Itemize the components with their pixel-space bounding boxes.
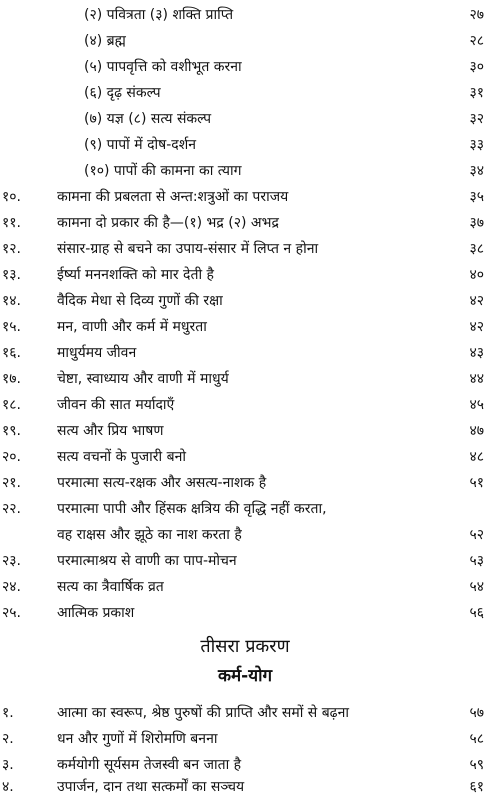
toc-entry (0, 340, 490, 366)
toc-entry-title: (७) यज्ञ (८) सत्य संकल्प (84, 111, 212, 127)
toc-subentry (0, 54, 490, 80)
toc-entry-title: परमात्माश्रय से वाणी का पाप-मोचन (57, 553, 237, 569)
toc-subentry (0, 132, 490, 158)
toc-entry-title: वह राक्षस और झूठे का नाश करता है (57, 527, 242, 543)
toc-entry-page: ४० (469, 267, 484, 283)
toc-entry-number: २०. (2, 449, 22, 465)
toc-entry (0, 600, 490, 626)
toc-entry-page: ३० (469, 59, 484, 75)
toc-entry-page: ४८ (469, 449, 484, 465)
toc-entry-title: आत्मा का स्वरूप, श्रेष्ठ पुरुषों की प्राप्ति और समों से बढ़ना (57, 705, 349, 721)
toc-entry-title: धन और गुणों में शिरोमणि बनना (57, 731, 218, 747)
toc-entry-page: ५२ (469, 527, 484, 543)
toc-entry-page: ५३ (469, 553, 484, 569)
toc-entry-title: परमात्मा सत्य-रक्षक और असत्य-नाशक है (57, 475, 267, 491)
toc-entry (0, 574, 490, 600)
toc-entry-title: (४) ब्रह्म (84, 33, 126, 49)
toc-entry-number: १४. (2, 293, 22, 309)
toc-subentry (0, 28, 490, 54)
toc-entry (0, 184, 490, 210)
toc-entry-number: २५. (2, 605, 22, 621)
toc-entry-continuation (0, 522, 490, 548)
toc-subentry (0, 80, 490, 106)
toc-entry-number: १३. (2, 267, 22, 283)
toc-entry-title: वैदिक मेधा से दिव्य गुणों की रक्षा (57, 293, 223, 309)
toc-entry-page: ४७ (469, 423, 484, 439)
toc-entry-title: कर्मयोगी सूर्यसम तेजस्वी बन जाता है (57, 757, 242, 773)
toc-entry (0, 470, 490, 496)
toc-entry-title: आत्मिक प्रकाश (57, 605, 135, 621)
toc-entry-title: सत्य का त्रैवार्षिक व्रत (57, 579, 164, 595)
toc-entry-number: ४. (2, 779, 14, 795)
toc-entry-title: (२) पवित्रता (३) शक्ति प्राप्ति (84, 7, 234, 23)
toc-entry-page: २७ (469, 7, 484, 23)
toc-entry-page: ३४ (469, 163, 484, 179)
toc-entry-number: १५. (2, 319, 22, 335)
toc-entry (0, 418, 490, 444)
toc-subentry (0, 2, 490, 28)
toc-entry-title: ईर्ष्या मननशक्ति को मार देती है (57, 267, 214, 283)
toc-entry-page: ३७ (469, 215, 484, 231)
toc-entry-title: जीवन की सात मर्यादाएँ (57, 397, 175, 413)
toc-entry (0, 314, 490, 340)
toc-entry-page: ४३ (469, 345, 484, 361)
toc-entry (0, 775, 490, 799)
toc-entry (0, 236, 490, 262)
toc-entry-number: १९. (2, 423, 22, 439)
toc-entry-number: १७. (2, 371, 22, 387)
toc-entry-number: २४. (2, 579, 22, 595)
toc-entry-number: १२. (2, 241, 22, 257)
toc-entry-number: १६. (2, 345, 22, 361)
toc-entry-page: ३८ (469, 241, 484, 257)
toc-subentry (0, 158, 490, 184)
toc-entry-page: ३१ (469, 85, 484, 101)
toc-entry-title: परमात्मा पापी और हिंसक क्षत्रिय की वृद्धि नहीं करता, (57, 501, 327, 517)
toc-entry-page: ३२ (469, 111, 484, 127)
toc-entry-title: कामना की प्रबलता से अन्त:शत्रुओं का पराजय (57, 189, 289, 205)
toc-entry-title: माधुर्यमय जीवन (57, 345, 137, 361)
toc-entry-page: २८ (469, 33, 484, 49)
toc-entry (0, 726, 490, 752)
toc-entry-title: सत्य वचनों के पुजारी बनो (57, 449, 186, 465)
toc-entry-title: चेष्टा, स्वाध्याय और वाणी में माधुर्य (57, 371, 229, 387)
toc-entry-number: १०. (2, 189, 22, 205)
toc-entry (0, 444, 490, 470)
toc-entry (0, 392, 490, 418)
toc-entry-number: २३. (2, 553, 22, 569)
toc-entry-number: २१. (2, 475, 22, 491)
toc-entry-page: ४५ (469, 397, 484, 413)
toc-entry-page: ५४ (469, 579, 484, 595)
toc-entry (0, 262, 490, 288)
toc-entry-title: (६) दृढ़ संकल्प (84, 85, 161, 101)
section-subheading: कर्म-योग (217, 666, 273, 686)
toc-entry-title: सत्य और प्रिय भाषण (57, 423, 164, 439)
toc-entry-title: संसार-ग्राह से बचने का उपाय-संसार में लिप्त न होना (57, 241, 319, 257)
toc-entry-page: ५८ (469, 731, 484, 747)
toc-entry-title: मन, वाणी और कर्म में मधुरता (57, 319, 207, 335)
toc-entry-page: ५६ (469, 605, 484, 621)
toc-entry-title: (९) पापों में दोष-दर्शन (84, 137, 197, 153)
toc-entry (0, 210, 490, 236)
toc-entry-number: ११. (2, 215, 22, 231)
toc-entry-title: उपार्जन, दान तथा सत्कर्मों का सञ्चय (57, 779, 245, 795)
toc-entry (0, 366, 490, 392)
toc-entry-page: ५७ (469, 705, 484, 721)
toc-entry-number: २२. (2, 501, 22, 517)
toc-entry-number: १८. (2, 397, 22, 413)
toc-entry-page: ५१ (469, 475, 484, 491)
toc-entry-title: (५) पापवृत्ति को वशीभूत करना (84, 59, 242, 75)
toc-entry-page: ३३ (469, 137, 484, 153)
toc-entry-number: ३. (2, 757, 14, 773)
toc-entry-title: कामना दो प्रकार की है—(१) भद्र (२) अभद्र (57, 215, 279, 231)
toc-entry-title: (१०) पापों की कामना का त्याग (84, 163, 242, 179)
toc-entry (0, 496, 490, 522)
toc-entry-number: १. (2, 705, 14, 721)
toc-entry (0, 700, 490, 726)
toc-entry-page: ६१ (469, 779, 484, 795)
toc-entry (0, 548, 490, 574)
toc-entry-page: ४२ (469, 293, 484, 309)
toc-entry-page: ४२ (469, 319, 484, 335)
toc-entry-page: ४४ (469, 371, 484, 387)
toc-entry-page: ५९ (469, 757, 484, 773)
toc-entry-number: २. (2, 731, 14, 747)
section-heading: तीसरा प्रकरण (200, 636, 290, 657)
toc-entry-page: ३५ (469, 189, 484, 205)
toc-entry (0, 288, 490, 314)
toc-subentry (0, 106, 490, 132)
